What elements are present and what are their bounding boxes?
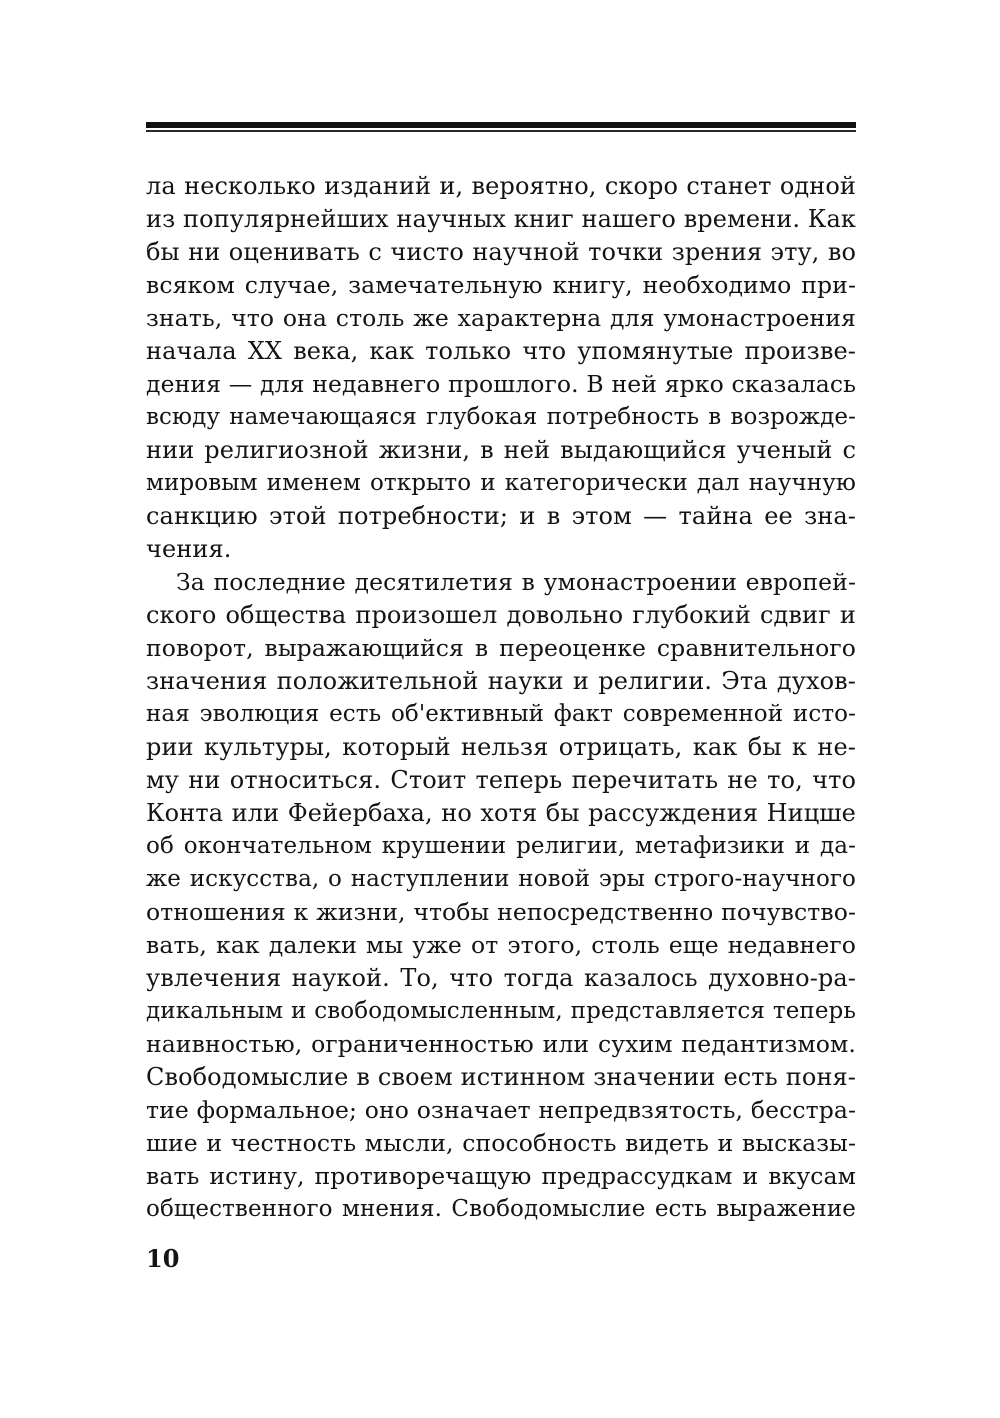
text-line: нии религиозной жизни, в ней выдающийся ученый с [146, 436, 856, 464]
text-line: всяком случае, замечательную книгу, необходимо при- [146, 271, 856, 299]
paragraph-1 [146, 170, 856, 566]
text-line: ского общества произошел довольно глубокий сдвиг и [146, 601, 856, 629]
text-line: мировым именем открыто и категорически дал научную [146, 470, 856, 496]
text-line: дикальным и свободомысленным, представляется теперь [146, 998, 856, 1024]
text-line: му ни относиться. Стоит теперь перечитать не то, что [146, 766, 856, 794]
text-line: общественного мнения. Свободомыслие есть выражение [146, 1196, 856, 1222]
header-rule-thin [146, 130, 856, 132]
header-rule [146, 122, 856, 128]
text-line: знать, что она столь же характерна для умонастроения [146, 304, 856, 332]
text-line: значения положительной науки и религии. Эта духов- [146, 667, 856, 695]
text-line: Свободомыслие в своем истинном значении есть поня- [146, 1063, 856, 1091]
text-line: санкцию этой потребности; и в этом — тайна ее зна- [146, 502, 856, 530]
body-text [146, 170, 856, 1226]
text-line: За последние десятилетия в умонастроении европей- [176, 568, 856, 596]
text-line: ла несколько изданий и, вероятно, скоро станет одной [146, 172, 856, 200]
page-number: 10 [146, 1244, 180, 1273]
text-line: бы ни оценивать с чисто научной точки зрения эту, во [146, 238, 856, 266]
text-line: вать истину, противоречащую предрассудкам и вкусам [146, 1162, 856, 1190]
text-line: вать, как далеки мы уже от этого, столь еще недавнего [146, 931, 856, 959]
text-line: же искусства, о наступлении новой эры строго-научного [146, 866, 856, 892]
text-line: увлечения наукой. То, что тогда казалось духовно-ра- [146, 964, 856, 992]
text-line: рии культуры, который нельзя отрицать, как бы к не- [146, 733, 856, 761]
text-line: отношения к жизни, чтобы непосредственно почувство- [146, 898, 856, 926]
paragraph-2 [146, 566, 856, 1226]
text-line: шие и честность мысли, способность видеть и высказы- [146, 1129, 856, 1157]
text-line: ная эволюция есть об'ективный факт современной исто- [146, 701, 856, 727]
text-line: Конта или Фейербаха, но хотя бы рассуждения Ницше [146, 799, 856, 827]
text-line: тие формальное; оно означает непредвзятость, бесстра- [146, 1096, 856, 1124]
text-line: наивностью, ограниченностью или сухим педантизмом. [146, 1030, 856, 1058]
text-line: об окончательном крушении религии, метафизики и да- [146, 833, 856, 859]
text-line: всюду намечающаяся глубокая потребность в возрожде- [146, 404, 856, 430]
text-line: дения — для недавнего прошлого. В ней ярко сказалась [146, 370, 856, 398]
text-line: начала XX века, как только что упомянутые произве- [146, 337, 856, 365]
text-line: чения. [146, 535, 232, 563]
text-line: поворот, выражающийся в переоценке сравнительного [146, 634, 856, 662]
text-line: из популярнейших научных книг нашего времени. Как [146, 205, 856, 233]
